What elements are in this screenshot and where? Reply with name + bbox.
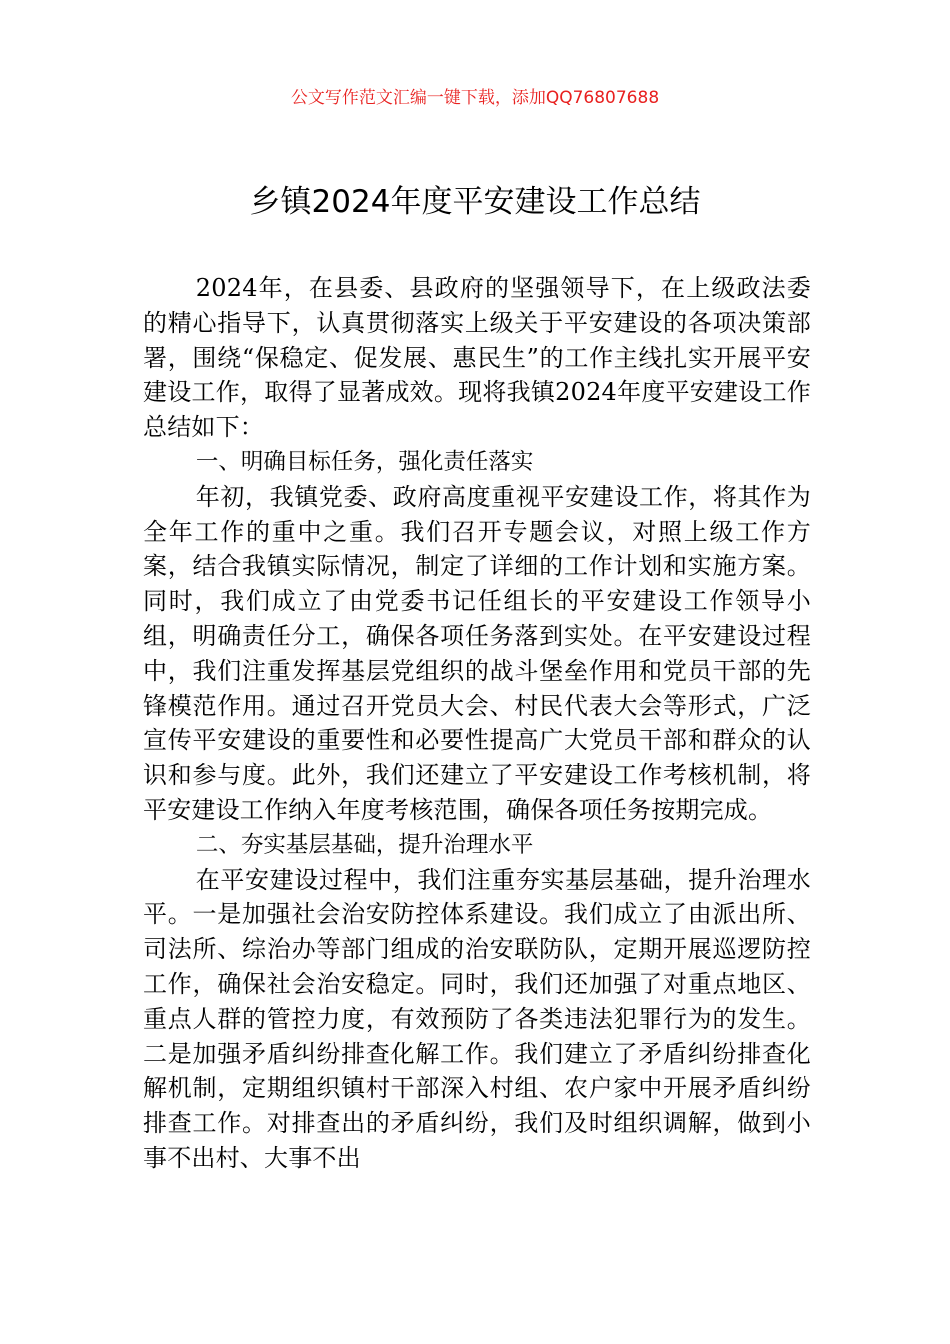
document-title: 乡镇2024年度平安建设工作总结	[249, 184, 701, 220]
section-heading-1: 一、明确目标任务，强化责任落实	[195, 448, 534, 475]
section-1-paragraph: 年初，我镇党委、政府高度重视平安建设工作，将其作为全年工作的重中之重。我们召开专题会议，对照上级工作方案，结合我镇实际情况，制定了详细的工作计划和实施方案。同时，我们成立了由党委书记任组长的平安建设工作领导小组，明确责任分工，确保各项任务落到实处。在平安建设过程中，我们注重发挥基层党组织的战斗堡垒作用和党员干部的先锋模范作用。通过召开党员大会、村民代表大会等形式，广泛宣传平安建设的重要性和必要性提高广大党员干部和群众的认识和参与度。此外，我们还建立了平安建设工作考核机制，将平安建设工作纳入年度考核范围，确保各项任务按期完成。	[143, 482, 811, 824]
promo-watermark-text: 公文写作范文汇编一键下载，添加QQ76807688	[290, 88, 660, 108]
section-heading-2: 二、夯实基层基础，提升治理水平	[195, 831, 534, 858]
section-2-paragraph: 在平安建设过程中，我们注重夯实基层基础，提升治理水平。一是加强社会治安防控体系建设。我们成立了由派出所、司法所、综治办等部门组成的治安联防队，定期开展巡逻防控工作，确保社会治安稳定。同时，我们还加强了对重点地区、重点人群的管控力度，有效预防了各类违法犯罪行为的发生。二是加强矛盾纠纷排查化解工作。我们建立了矛盾纠纷排查化解机制，定期组织镇村干部深入村组、农户家中开展矛盾纠纷排查工作。对排查出的矛盾纠纷，我们及时组织调解，做到小事不出村、大事不出	[143, 865, 811, 1172]
intro-paragraph: 2024年，在县委、县政府的坚强领导下，在上级政法委的精心指导下，认真贯彻落实上级关于平安建设的各项决策部署，围绕“保稳定、促发展、惠民生”的工作主线扎实开展平安建设工作，取得了显著成效。现将我镇2024年度平安建设工作总结如下：	[143, 274, 811, 442]
document-body	[143, 271, 811, 1176]
